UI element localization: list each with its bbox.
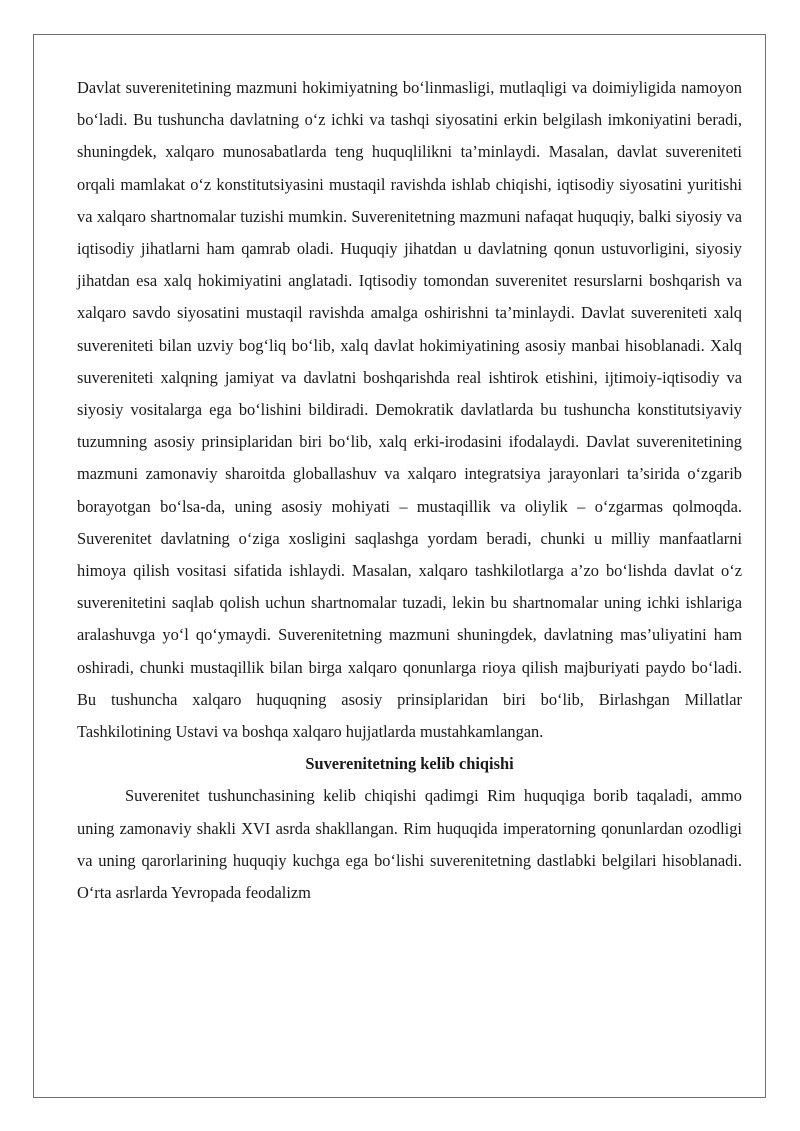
section-heading: Suverenitetning kelib chiqishi <box>305 754 514 774</box>
paragraph-sovereignty-origin: Suverenitet tushunchasining kelib chiqishi qadimgi Rim huquqiga borib taqaladi, ammo uning zamonaviy shakli XVI asrda shakllangan. Rim huquqida imperatorning qonunlardan ozodligi va uning qarorlarining huquqiy kuchga ega bo‘lishi suverenitetning dastlabki belgilari hisoblanadi. O‘rta asrlarda Yevropada feodalizm <box>77 786 742 903</box>
paragraph-sovereignty-content: Davlat suverenitetining mazmuni hokimiyatning bo‘linmasligi, mutlaqligi va doimiyligida namoyon bo‘ladi. Bu tushuncha davlatning o‘z ichki va tashqi siyosatini erkin belgilash imkoniyatini beradi, shuningdek, xalqaro munosabatlarda teng huquqlilikni ta’minlaydi. Masalan, davlat suvereniteti orqali mamlakat o‘z konstitutsiyasini mustaqil ravishda ishlab chiqishi, iqtisodiy siyosatini yuritishi va xalqaro shartnomalar tuzishi mumkin. Suverenitetning mazmuni nafaqat huquqiy, balki siyosiy va iqtisodiy jihatlarni ham qamrab oladi. Huquqiy jihatdan u davlatning qonun ustuvorligini, siyosiy jihatdan esa xalq hokimiyatini anglatadi. Iqtisodiy tomondan suverenitet resurslarni boshqarish va xalqaro savdo siyosatini mustaqil ravishda amalga oshirishni ta’minlaydi. Davlat suvereniteti xalq suvereniteti bilan uzviy bog‘liq bo‘lib, xalq davlat hokimiyatining asosiy manbai hisoblanadi. Xalq suvereniteti xalqning jamiyat va davlatni boshqarishda real ishtirok etishini, ijtimoiy-iqtisodiy va siyosiy vositalarga ega bo‘lishini bildiradi. Demokratik davlatlarda bu tushuncha konstitutsiyaviy tuzumning asosiy prinsiplaridan biri bo‘lib, xalq erki-irodasini ifodalaydi. Davlat suverenitetining mazmuni zamonaviy sharoitda globallashuv va xalqaro integratsiya jarayonlari ta’sirida o‘zgarib borayotgan bo‘lsa-da, uning asosiy mohiyati – mustaqillik va oliylik – o‘zgarmas qolmoqda. Suverenitet davlatning o‘ziga xosligini saqlashga yordam beradi, chunki u milliy manfaatlarni himoya qilish vositasi sifatida ishlaydi. Masalan, xalqaro tashkilotlarga a’zo bo‘lishda davlat o‘z suverenitetini saqlab qolish uchun shartnomalar tuzadi, lekin bu shartnomalar uning ichki ishlariga aralashuvga yo‘l qo‘ymaydi. Suverenitetning mazmuni shuningdek, davlatning mas’uliyatini ham oshiradi, chunki mustaqillik bilan birga xalqaro qonunlarga rioya qilish majburiyati paydo bo‘ladi. Bu tushuncha xalqaro huquqning asosiy prinsiplaridan biri bo‘lib, Birlashgan Millatlar Tashkilotining Ustavi va boshqa xalqaro hujjatlarda mustahkamlangan. <box>77 78 742 742</box>
document-body <box>77 72 742 909</box>
